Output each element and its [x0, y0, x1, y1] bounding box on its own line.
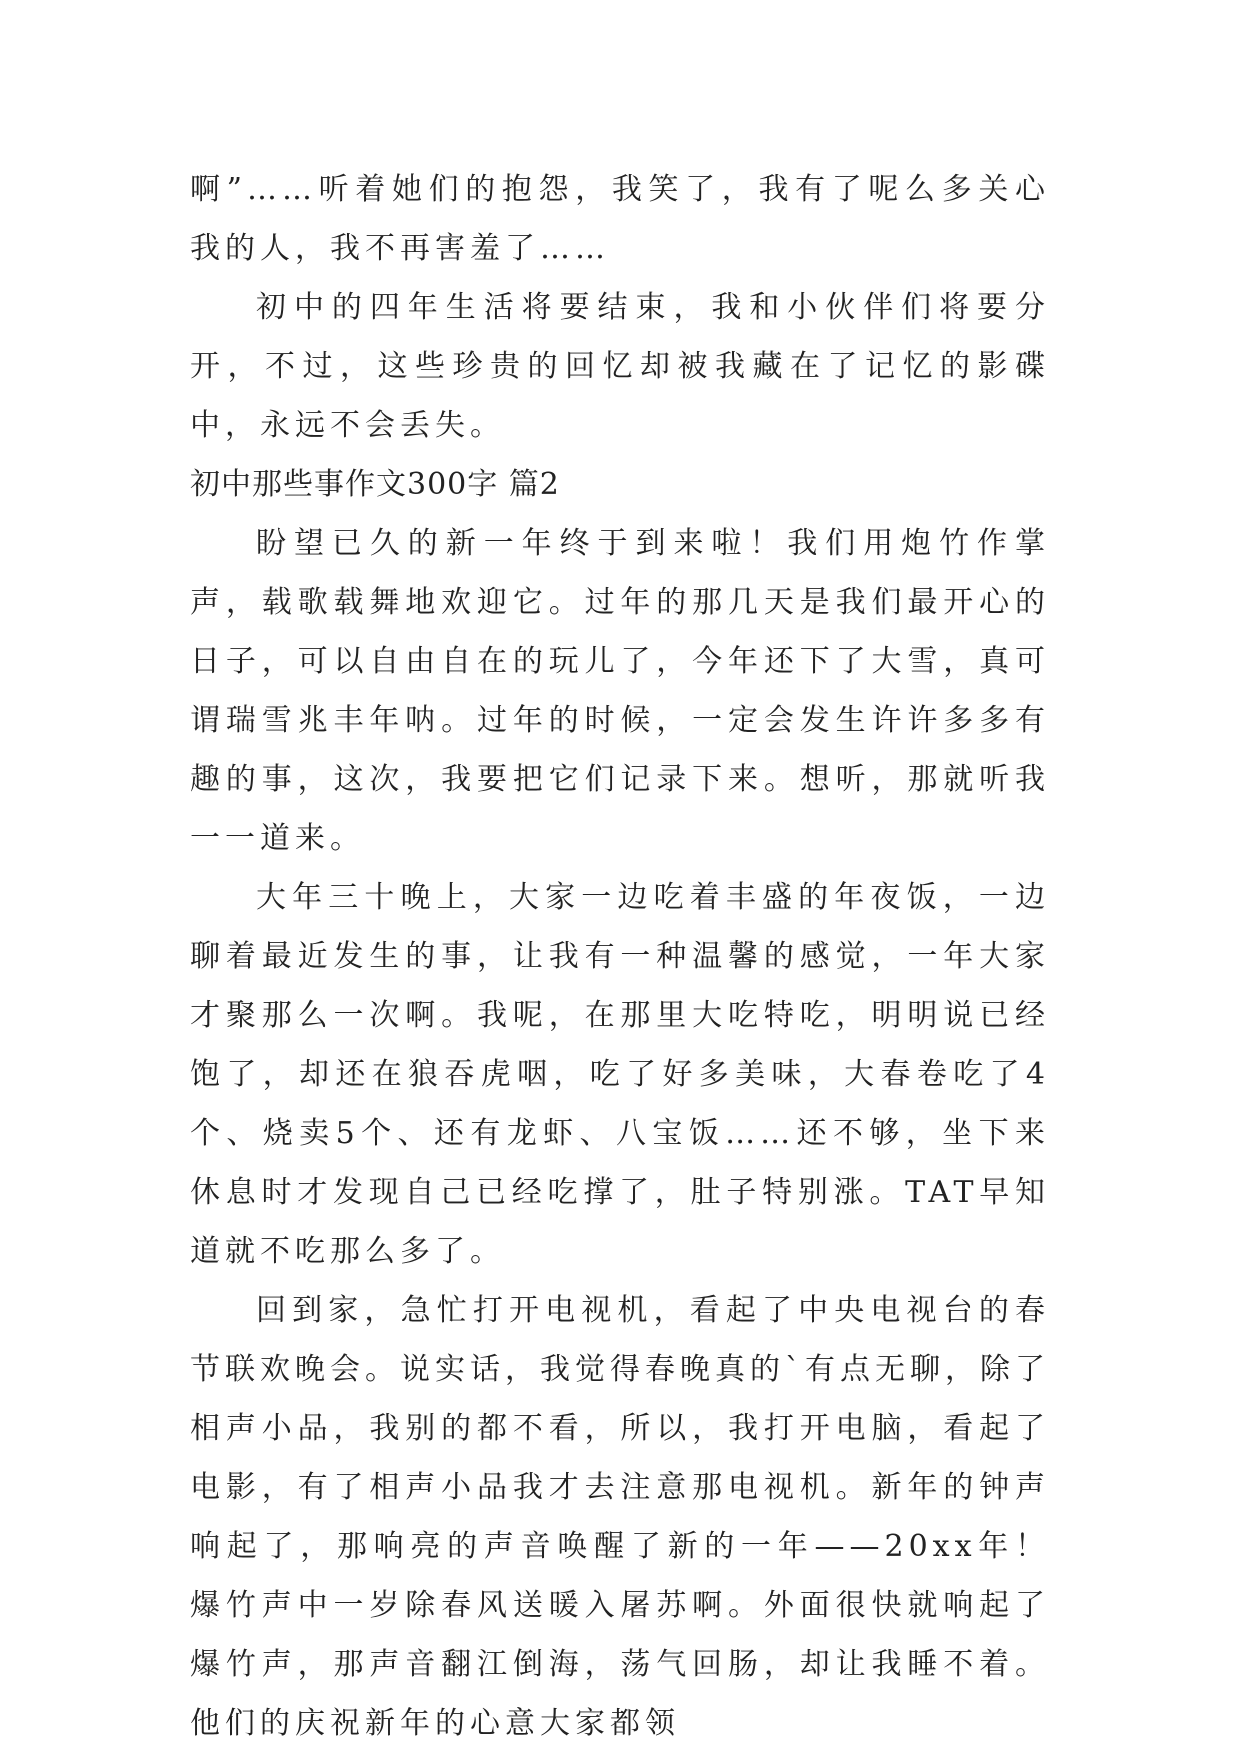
paragraph-school-ending: 初中的四年生活将要结束，我和小伙伴们将要分开，不过，这些珍贵的回忆却被我藏在了记忆的影碟中，永远不会丢失。	[190, 290, 1050, 443]
paragraph-continuation: 啊”……听着她们的抱怨，我笑了，我有了呢么多关心我的人，我不再害羞了……	[190, 172, 1050, 266]
paragraph-new-year-intro: 盼望已久的新一年终于到来啦！我们用炮竹作掌声，载歌载舞地欢迎它。过年的那几天是我们最开心的日子，可以自由自在的玩儿了，今年还下了大雪，真可谓瑞雪兆丰年呐。过年的时候，一定会发生许许多多有趣的事，这次，我要把它们记录下来。想听，那就听我一一道来。	[190, 526, 1050, 856]
paragraph-spring-gala: 回到家，急忙打开电视机，看起了中央电视台的春节联欢晚会。说实话，我觉得春晚真的`有点无聊，除了相声小品，我别的都不看，所以，我打开电脑，看起了电影，有了相声小品我才去注意那电视机。新年的钟声响起了，那响亮的声音唤醒了新的一年——20xx年！爆竹声中一岁除春风送暖入屠苏啊。外面很快就响起了爆竹声，那声音翻江倒海，荡气回肠，却让我睡不着。他们的庆祝新年的心意大家都领	[190, 1293, 1050, 1741]
paragraph-new-year-eve-dinner: 大年三十晚上，大家一边吃着丰盛的年夜饭，一边聊着最近发生的事，让我有一种温馨的感觉，一年大家才聚那么一次啊。我呢，在那里大吃特吃，明明说已经饱了，却还在狼吞虎咽，吃了好多美味，大春卷吃了4个、烧卖5个、还有龙虾、八宝饭……还不够，坐下来休息时才发现自己已经吃撑了，肚子特别涨。TAT早知道就不吃那么多了。	[190, 880, 1050, 1269]
section-heading: 初中那些事作文300字 篇2	[190, 467, 560, 502]
document-body	[190, 160, 1050, 1753]
